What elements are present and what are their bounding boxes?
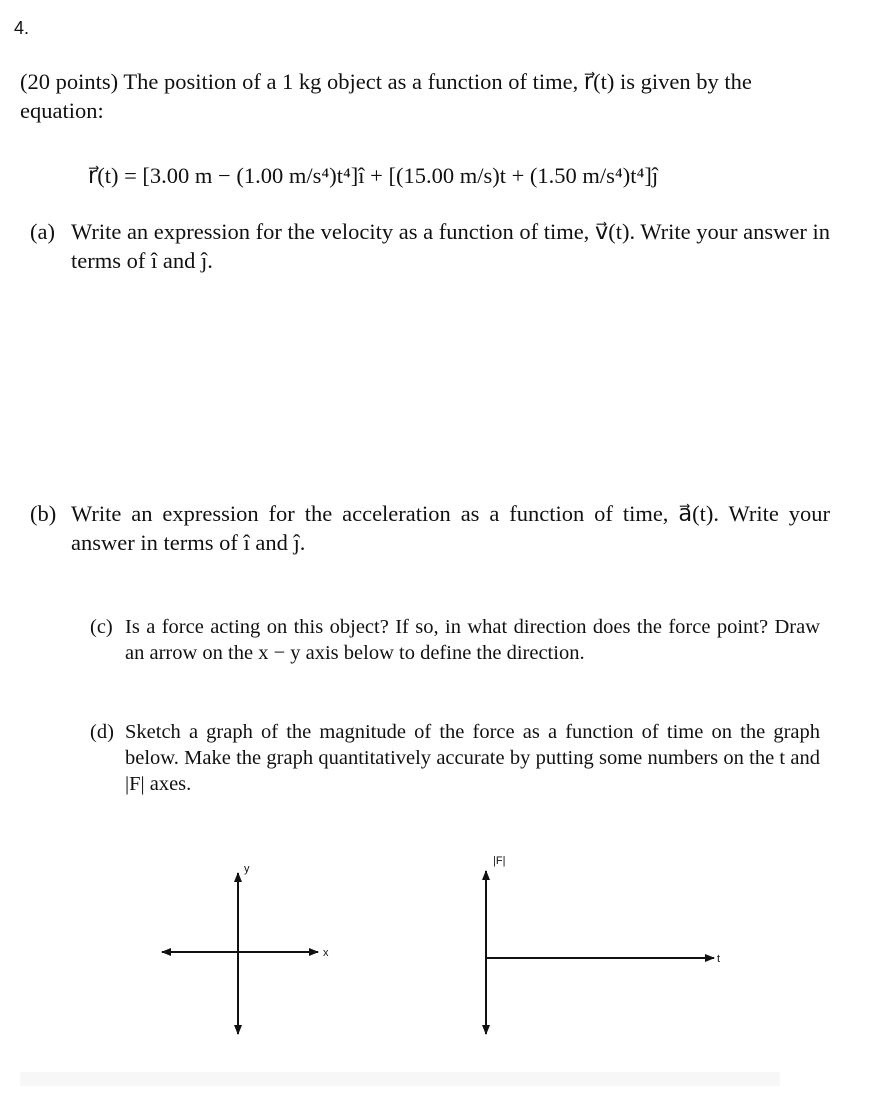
part-d-label: (d) xyxy=(90,721,114,743)
question-intro: (20 points) The position of a 1 kg object as a function of time, r⃗(t) is given by the equation: xyxy=(20,69,752,123)
xy-axes[interactable] xyxy=(162,863,329,1034)
t-label: t xyxy=(717,953,721,965)
xy-y-label: y xyxy=(244,863,250,875)
part-c-label: (c) xyxy=(90,616,113,638)
part-a-text: Write an expression for the velocity as a function of time, v⃗(t). Write your answer in terms of î and ĵ. xyxy=(71,219,830,273)
position-equation: r⃗(t) = [3.00 m − (1.00 m/s⁴)t⁴]î + [(15.00 m/s)t + (1.50 m/s⁴)t⁴]ĵ xyxy=(88,163,659,188)
force-time-axes[interactable] xyxy=(486,855,720,1034)
xy-x-label: x xyxy=(323,947,329,959)
question-number: 4. xyxy=(14,18,30,38)
part-d-text: Sketch a graph of the magnitude of the force as a function of time on the graph below. Make the graph quantitatively accurate by putting some numbers on the t and |F| axes. xyxy=(125,721,820,795)
part-a-label: (a) xyxy=(30,219,55,244)
part-b-text: Write an expression for the acceleration as a function of time, a⃗(t). Write your answer in terms of î and ĵ. xyxy=(71,501,830,555)
bottom-shade xyxy=(20,1072,780,1086)
f-label: |F| xyxy=(493,855,506,867)
part-b-label: (b) xyxy=(30,501,57,526)
part-c-text: Is a force acting on this object? If so, in what direction does the force point? Draw an arrow on the x − y axis below to define the direction. xyxy=(125,616,820,664)
